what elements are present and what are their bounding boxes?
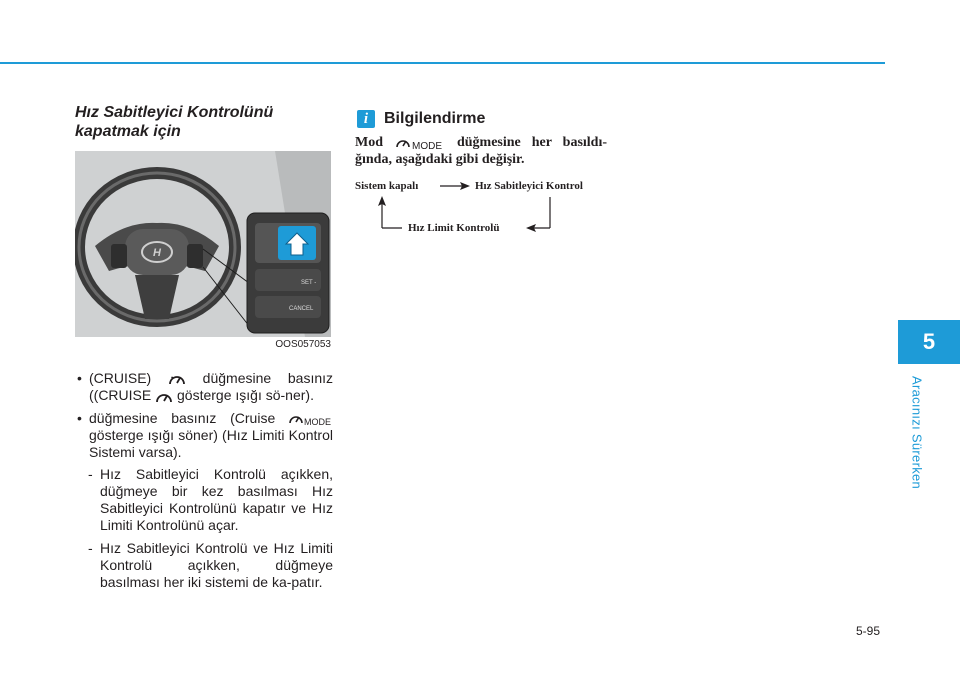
steering-wheel-figure bbox=[75, 151, 331, 337]
svg-text:SET -: SET - bbox=[301, 280, 317, 286]
chapter-tab bbox=[898, 320, 960, 364]
steering-wheel-illustration bbox=[75, 151, 331, 337]
info-icon: i bbox=[357, 110, 375, 128]
info-body bbox=[355, 134, 607, 168]
chapter-title: Aracınızı Sürerken bbox=[909, 376, 925, 490]
speedometer-mode-icon bbox=[289, 411, 333, 427]
bullet-mode bbox=[75, 410, 333, 461]
bullet-cruise bbox=[75, 370, 333, 405]
mode-label: MODE bbox=[304, 416, 331, 427]
chapter-number: 5 bbox=[922, 329, 936, 354]
bullet-cruise-post: düğmesine basınız ((CRUISE bbox=[89, 370, 334, 404]
bullet-mode-pre: düğmesine basınız (Cruise bbox=[89, 409, 276, 426]
bullet-cruise-post2: gösterge ışığı sö-ner). bbox=[177, 387, 314, 404]
state-system-off: Sistem kapalı bbox=[355, 180, 419, 192]
mode-label: MODE bbox=[411, 140, 442, 151]
header-rule bbox=[0, 62, 885, 64]
section-heading: Hız Sabitleyici Kontrolünü kapatmak için bbox=[75, 104, 274, 140]
sub-item-1: - Hız Sabitleyici Kontrolü açıkken, düğmeye bir kez basılması Hız Sabitleyici Kontrolünü kapatır ve Hız Limiti Kontrolünü açar. bbox=[75, 466, 333, 534]
state-speed-limit: Hız Limit Kontrolü bbox=[408, 222, 500, 234]
speedometer-icon bbox=[168, 371, 186, 387]
instructions bbox=[75, 370, 333, 597]
info-text-pre: Mod bbox=[355, 135, 383, 150]
svg-text:H: H bbox=[153, 247, 161, 259]
info-title: Bilgilendirme bbox=[384, 110, 486, 127]
state-cruise-control: Hız Sabitleyici Kontrol bbox=[475, 180, 583, 192]
figure-code: OOS057053 bbox=[275, 339, 331, 350]
chapter-title-vertical bbox=[905, 376, 929, 496]
info-text-post: düğmesine her basıldı-ğında, aşağıdaki gibi değişir. bbox=[355, 135, 608, 167]
speedometer-icon bbox=[155, 389, 173, 405]
page-number: 5-95 bbox=[856, 624, 881, 638]
bullet-mode-post: gösterge ışığı söner) (Hız Limiti Kontrol Sistemi varsa). bbox=[89, 426, 333, 460]
info-header bbox=[357, 110, 485, 128]
bullet-cruise-pre: (CRUISE) bbox=[89, 370, 152, 386]
svg-text:CANCEL: CANCEL bbox=[289, 306, 314, 312]
speedometer-mode-icon bbox=[394, 135, 446, 151]
mode-cycle-diagram bbox=[352, 176, 612, 246]
sub-item-2: - Hız Sabitleyici Kontrolü ve Hız Limiti Kontrolü açıkken, düğmeye basılması her iki sistemi de ka-patır. bbox=[75, 540, 333, 591]
